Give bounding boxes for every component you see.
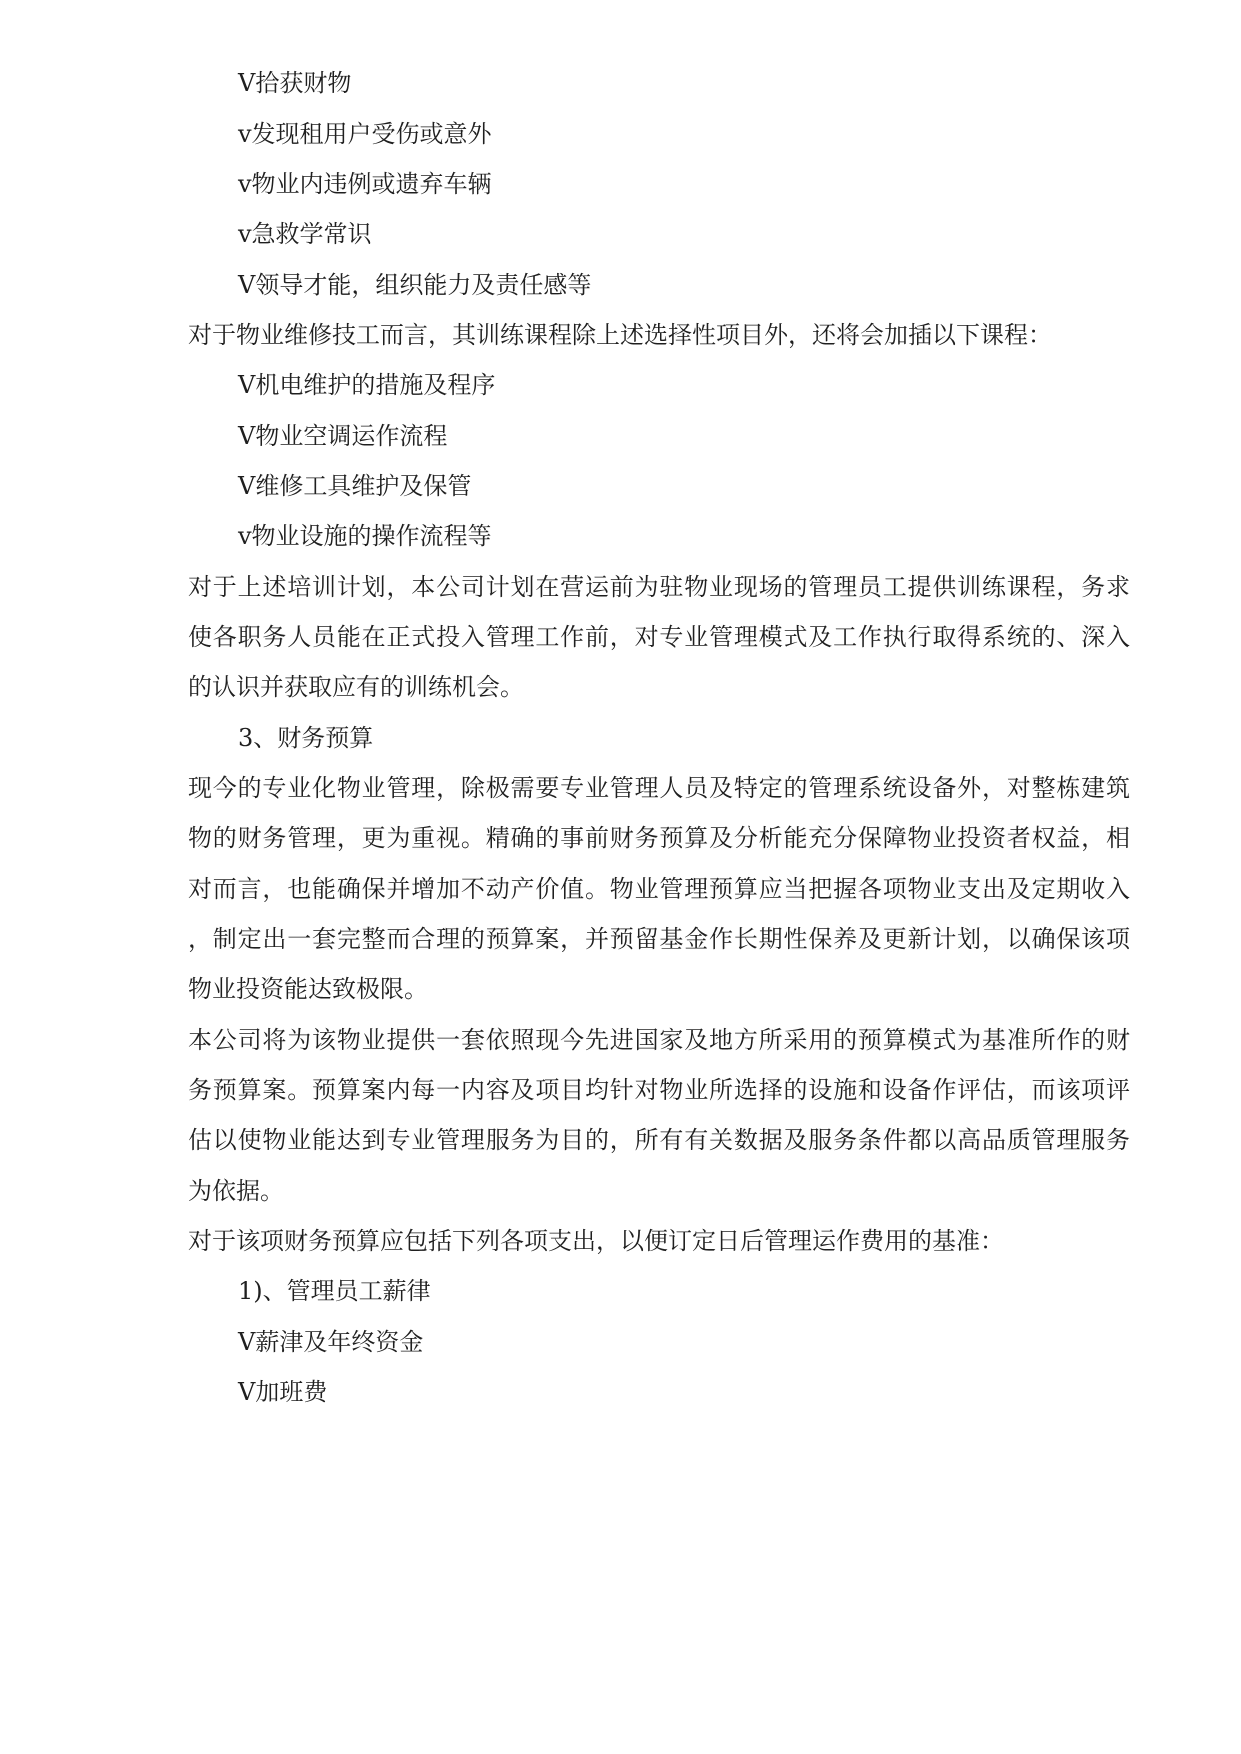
paragraph-budget-line-5: 物业投资能达致极限。 (188, 975, 428, 1003)
paragraph-budget-line-4: ，制定出一套完整而合理的预算案，并预留基金作长期性保养及更新计划，以确保该项 (188, 925, 1130, 953)
paragraph-company-budget-line-4: 为依据。 (188, 1177, 284, 1205)
paragraph-budget-line-2: 物的财务管理，更为重视。精确的事前财务预算及分析能充分保障物业投资者权益，相 (188, 824, 1130, 852)
paragraph-company-budget-line-2: 务预算案。预算案内每一内容及项目均针对物业所选择的设施和设备作评估，而该项评 (188, 1076, 1130, 1104)
paragraph-expenditure-intro: 对于该项财务预算应包括下列各项支出，以便订定日后管理运作费用的基准： (188, 1227, 1004, 1255)
list-heading-staff-salary: 1)、管理员工薪律 (238, 1277, 431, 1305)
list-item-leadership: V领导才能，组织能力及责任感等 (238, 271, 592, 299)
list-item-first-aid: v急救学常识 (238, 220, 372, 248)
paragraph-company-budget-line-1: 本公司将为该物业提供一套依照现今先进国家及地方所采用的预算模式为基准所作的财 (188, 1026, 1130, 1054)
paragraph-budget-line-1: 现今的专业化物业管理，除极需要专业管理人员及特定的管理系统设备外，对整栋建筑 (188, 774, 1130, 802)
list-item-electromechanical: V机电维护的措施及程序 (238, 371, 496, 399)
paragraph-company-budget-line-3: 估以使物业能达到专业管理服务为目的，所有有关数据及服务条件都以高品质管理服务 (188, 1126, 1130, 1154)
paragraph-training-plan-line-3: 的认识并获取应有的训练机会。 (188, 673, 524, 701)
list-item-facilities: v物业设施的操作流程等 (238, 522, 492, 550)
paragraph-training-plan-line-1: 对于上述培训计划，本公司计划在营运前为驻物业现场的管理员工提供训练课程，务求 (188, 573, 1130, 601)
list-item-abandoned-vehicles: v物业内违例或遗弃车辆 (238, 170, 492, 198)
list-item-tools: V维修工具维护及保管 (238, 472, 472, 500)
list-item-air-conditioning: V物业空调运作流程 (238, 422, 448, 450)
paragraph-budget-line-3: 对而言，也能确保并增加不动产价值。物业管理预算应当把握各项物业支出及定期收入 (188, 875, 1130, 903)
list-item-overtime: V加班费 (238, 1378, 328, 1406)
paragraph-technician-intro: 对于物业维修技工而言，其训练课程除上述选择性项目外，还将会加插以下课程： (188, 321, 1052, 349)
list-item-lost-property: V拾获财物 (238, 69, 352, 97)
list-item-tenant-injury: v发现租用户受伤或意外 (238, 120, 492, 148)
list-item-salary-bonus: V薪津及年终资金 (238, 1328, 424, 1356)
section-heading-budget: 3、财务预算 (238, 724, 374, 752)
paragraph-training-plan-line-2: 使各职务人员能在正式投入管理工作前，对专业管理模式及工作执行取得系统的、深入 (188, 623, 1130, 651)
